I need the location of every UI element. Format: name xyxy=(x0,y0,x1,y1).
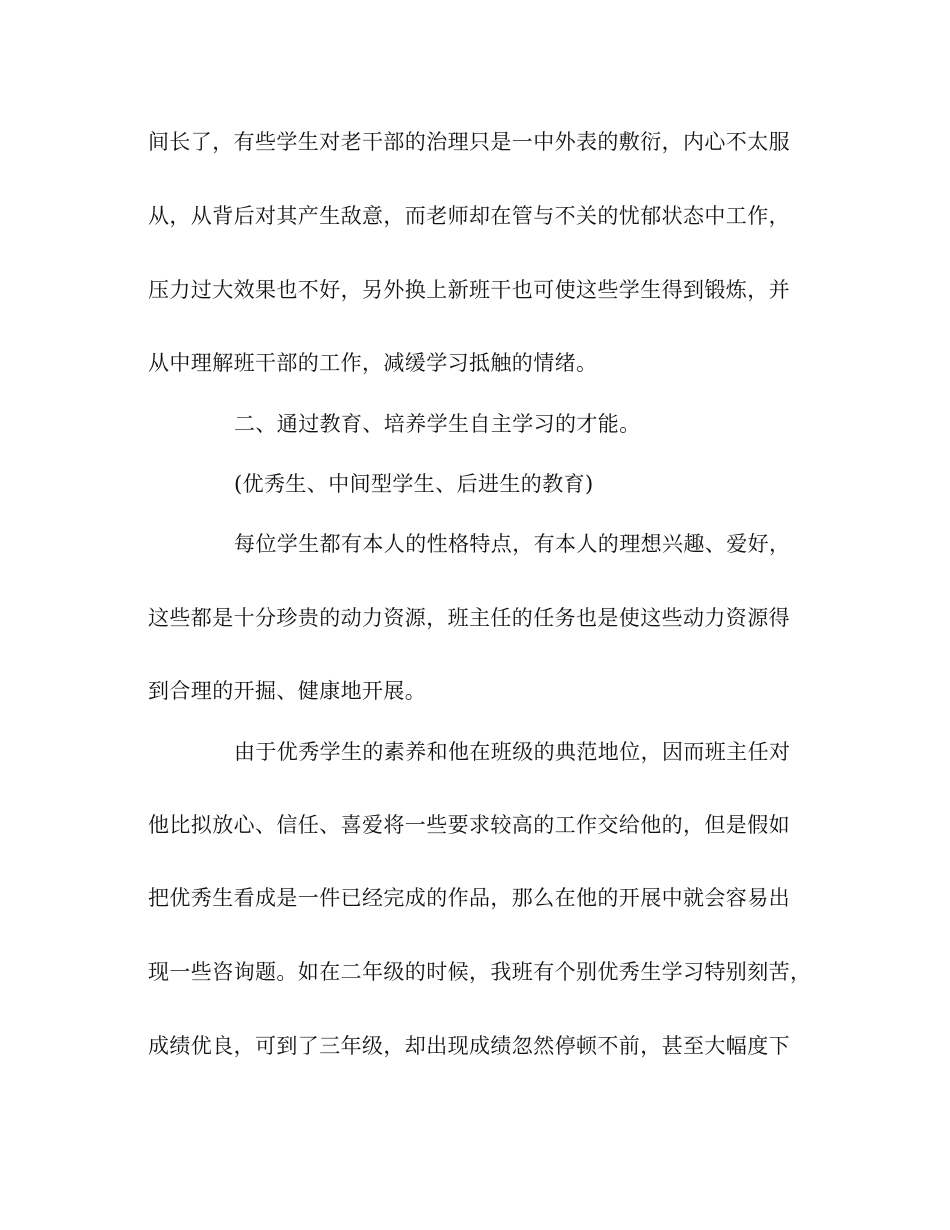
paragraph-line: 每位学生都有本人的性格特点，有本人的理想兴趣、爱好， xyxy=(234,532,791,556)
paragraph-line: 从，从背后对其产生敌意，而老师却在管与不关的忧郁状态中工作， xyxy=(148,204,790,228)
paragraph-line: 间长了，有些学生对老干部的治理只是一中外表的敷衍，内心不太服 xyxy=(148,130,790,154)
paragraph-line: 这些都是十分珍贵的动力资源，班主任的任务也是使这些动力资源得 xyxy=(148,606,790,630)
paragraph-line: 由于优秀学生的素养和他在班级的典范地位，因而班主任对 xyxy=(234,740,791,764)
paragraph-line: 现一些咨询题。如在二年级的时候，我班有个别优秀生学习特别刻苦， xyxy=(148,960,812,984)
paragraph-line: 成绩优良，可到了三年级，却出现成绩忽然停顿不前，甚至大幅度下 xyxy=(148,1034,790,1058)
section-heading: 二、通过教育、培养学生自主学习的才能。 xyxy=(234,412,641,436)
paragraph-line: 压力过大效果也不好，另外换上新班干也可使这些学生得到锻炼，并 xyxy=(148,278,790,302)
paragraph-line: 把优秀生看成是一件已经完成的作品，那么在他的开展中就会容易出 xyxy=(148,886,790,910)
paragraph-line: 从中理解班干部的工作，减缓学习抵触的情绪。 xyxy=(148,351,598,375)
section-subheading: (优秀生、中间型学生、后进生的教育) xyxy=(234,472,594,496)
paragraph-line: 到合理的开掘、健康地开展。 xyxy=(148,679,427,703)
paragraph-line: 他比拟放心、信任、喜爱将一些要求较高的工作交给他的，但是假如 xyxy=(148,813,790,837)
